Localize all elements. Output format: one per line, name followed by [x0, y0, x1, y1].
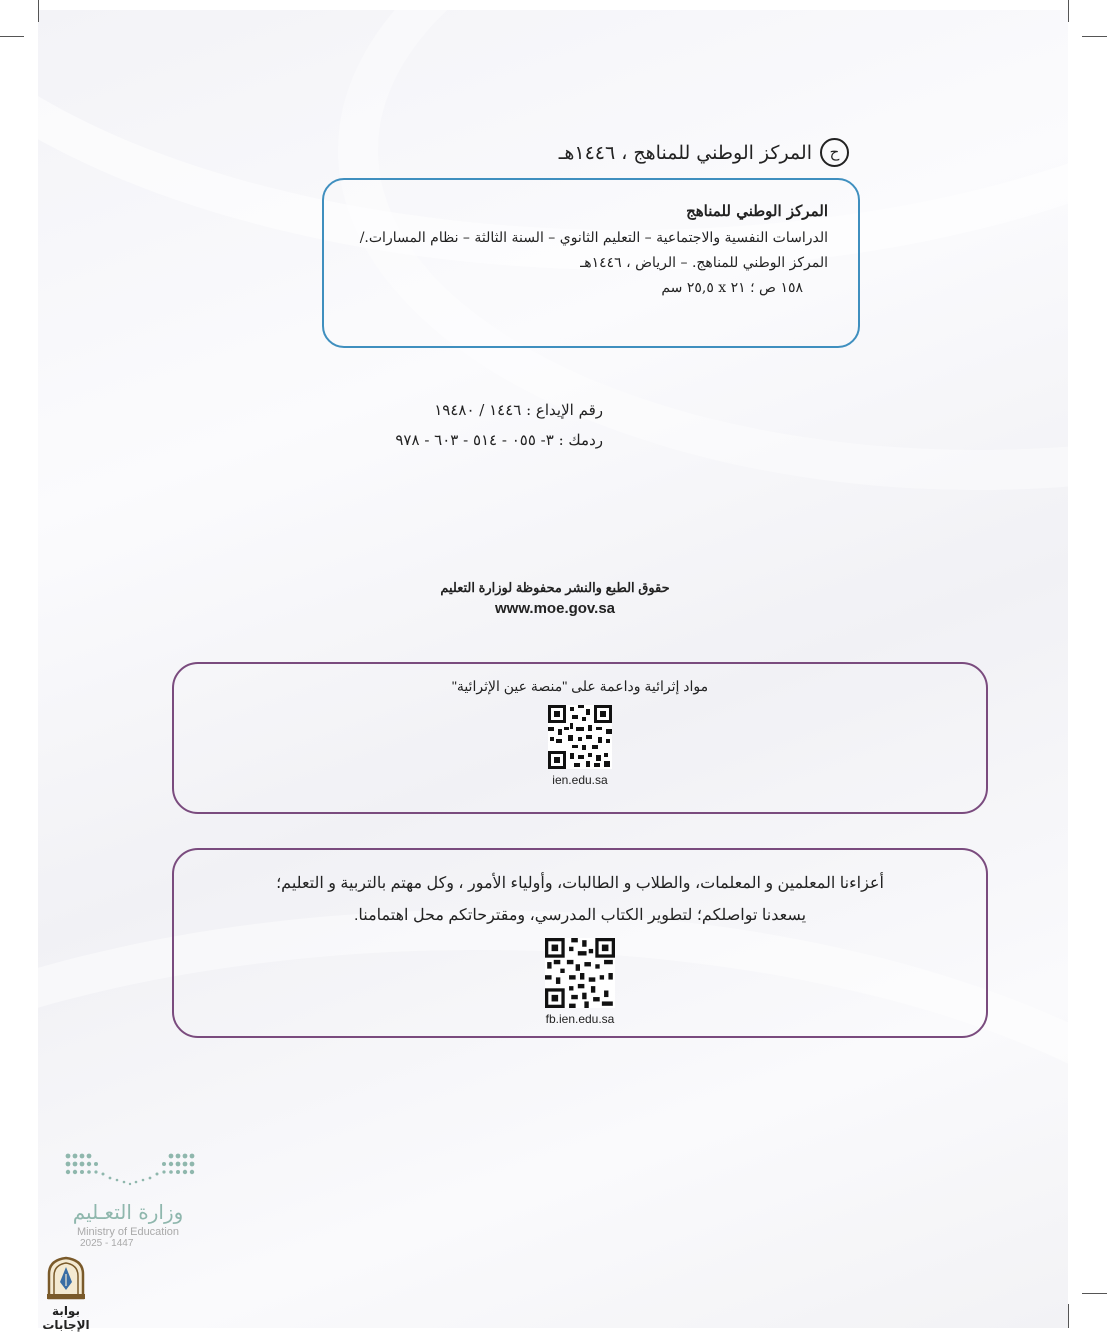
- site-watermark: [28, 1256, 104, 1332]
- ministry-arabic-name: وزارة التعـليم: [72, 1200, 184, 1224]
- enrichment-text: مواد إثرائية وداعمة على "منصة عين الإثرائية": [451, 678, 709, 694]
- crop-mark: [0, 36, 24, 37]
- catalog-line: الدراسات النفسية والاجتماعية – التعليم الثانوي – السنة الثالثة – نظام المسارات./: [359, 230, 828, 246]
- feedback-url[interactable]: fb.ien.edu.sa: [545, 1012, 615, 1026]
- catalog-line: ١٥٨ ص ؛ ٢١ x ٢٥,٥ سم: [661, 280, 803, 296]
- qr-code-icon[interactable]: [545, 938, 615, 1008]
- isbn-number: ردمك : ٣- ٠٥٥ - ٥١٤ - ٦٠٣ - ٩٧٨: [395, 431, 603, 449]
- feedback-box: [172, 848, 988, 1038]
- catalog-title: المركز الوطني للمناهج: [686, 202, 828, 220]
- moe-website-link[interactable]: www.moe.gov.sa: [494, 600, 616, 617]
- deposit-number: رقم الإيداع : ١٤٤٦ / ١٩٤٨٠: [434, 401, 603, 419]
- crop-mark: [1082, 36, 1107, 37]
- ministry-english-name: Ministry of Education: [76, 1226, 180, 1238]
- feedback-line: يسعدنا تواصلكم؛ لتطوير الكتاب المدرسي، ومقترحاتكم محل اهتمامنا.: [353, 907, 807, 924]
- ministry-years: 2025 - 1447: [80, 1238, 134, 1249]
- copyright-symbol: ح: [820, 138, 849, 167]
- catalog-line: المركز الوطني للمناهج. – الرياض ، ١٤٤٦هـ: [580, 255, 828, 271]
- crop-mark: [1082, 1293, 1107, 1294]
- watermark-text: بوابة الإجابات: [42, 1304, 90, 1332]
- pen-nib-arch-icon: [45, 1256, 87, 1300]
- rights-text: حقوق الطبع والنشر محفوظة لوزارة التعليم: [440, 580, 670, 595]
- feedback-text: [174, 868, 986, 932]
- crop-mark: [1068, 0, 1069, 22]
- qr-code-icon[interactable]: [548, 705, 612, 769]
- copyright-line: [559, 138, 849, 167]
- enrichment-resources-box: [172, 662, 988, 814]
- ministry-logo: [58, 1150, 198, 1249]
- crop-mark: [1068, 1304, 1069, 1328]
- cataloging-box: [322, 178, 860, 348]
- crop-mark: [38, 0, 39, 22]
- ien-url[interactable]: ien.edu.sa: [552, 773, 608, 787]
- feedback-line: أعزاءنا المعلمين و المعلمات، والطلاب و الطالبات، وأولياء الأمور ، وكل مهتم بالتربية و التعليم؛: [276, 875, 884, 892]
- copyright-text: المركز الوطني للمناهج ، ١٤٤٦هـ: [558, 141, 812, 164]
- deposit-info: [395, 395, 603, 455]
- ministry-dots-emblem-icon: [60, 1150, 196, 1190]
- rights-notice: [380, 580, 730, 617]
